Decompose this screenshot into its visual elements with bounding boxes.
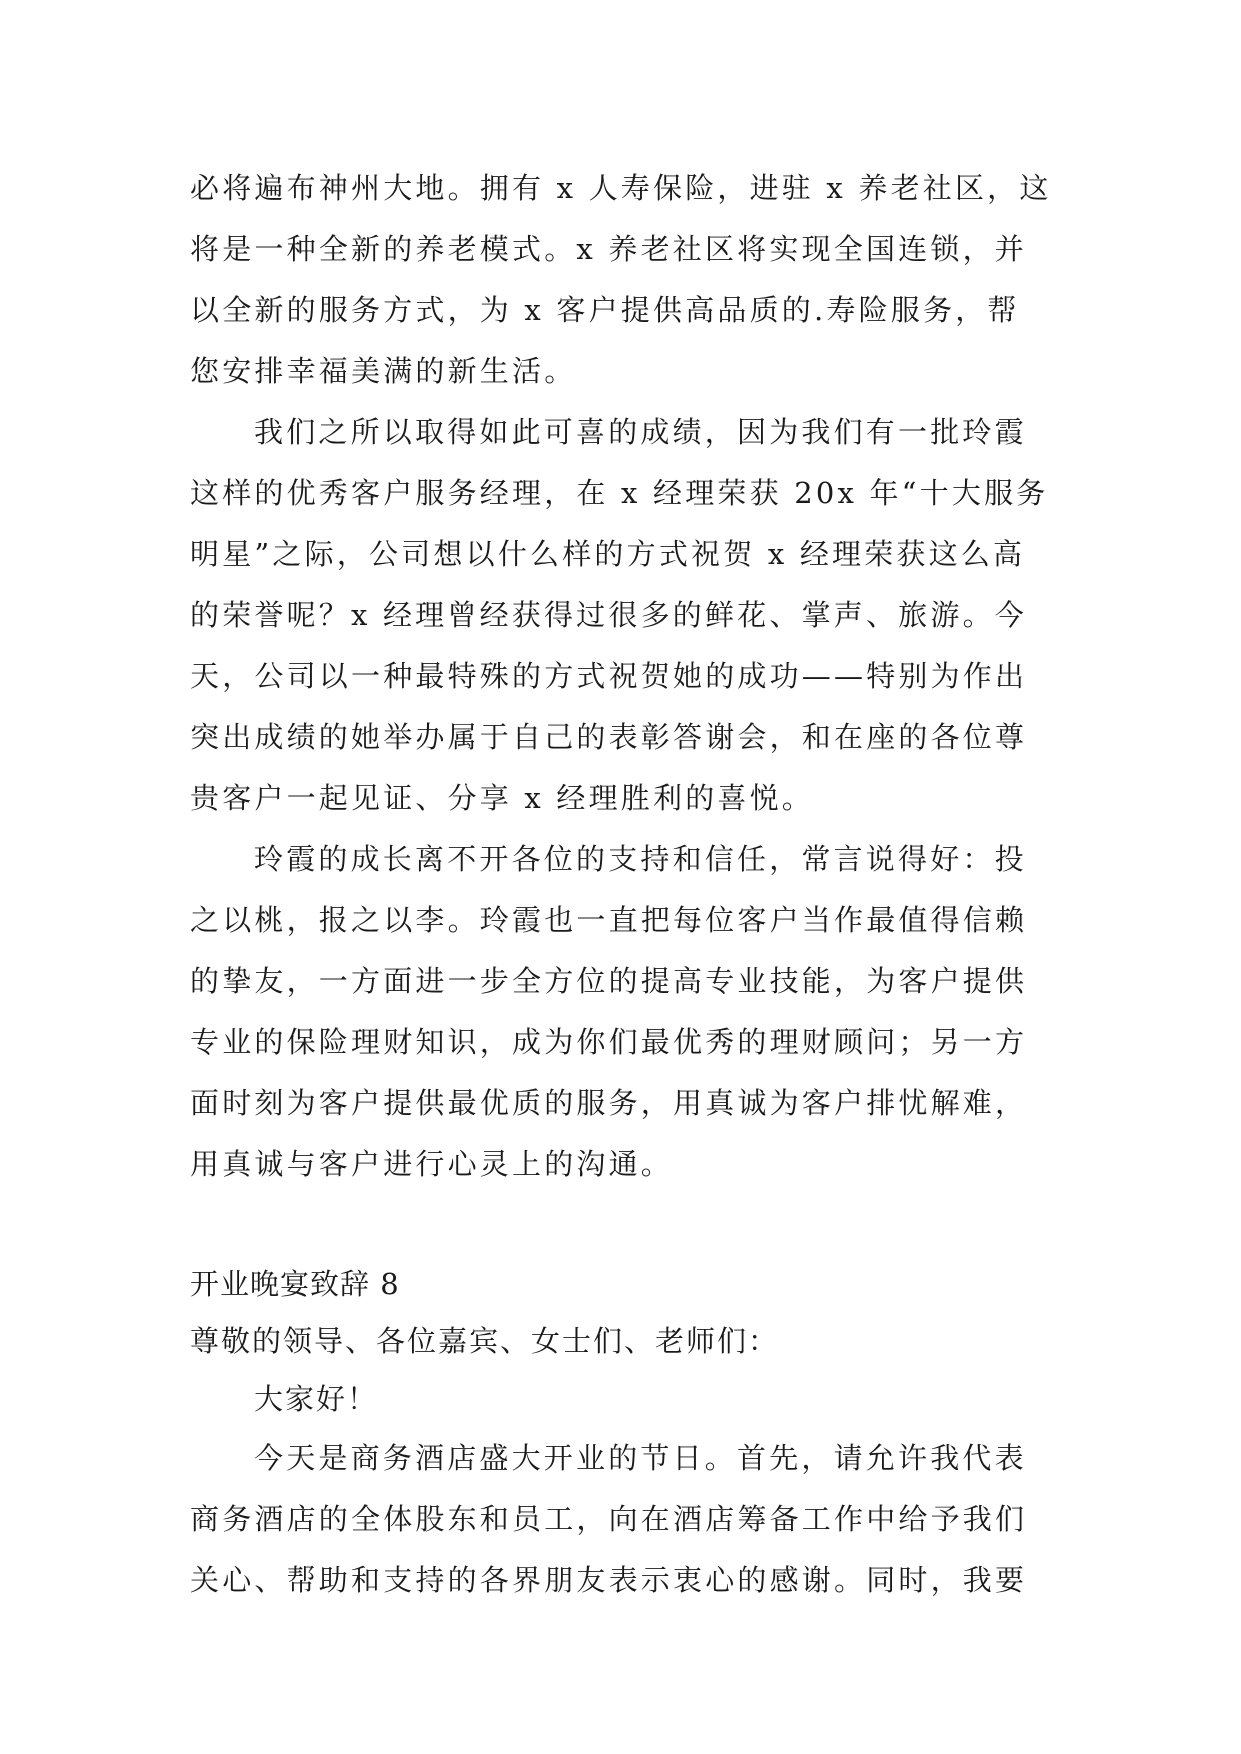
paragraph-line: 之以桃，报之以李。玲霞也一直把每位客户当作最值得信赖 [190,903,1028,937]
section-title: 开业晚宴致辞 8 [190,1267,400,1301]
paragraph-line: 突出成绩的她举办属于自己的表彰答谢会，和在座的各位尊 [190,720,1028,754]
paragraph-line: 的荣誉呢？x 经理曾经获得过很多的鲜花、掌声、旅游。今 [190,598,1027,632]
paragraph-line: 玲霞的成长离不开各位的支持和信任，常言说得好：投 [254,842,1027,876]
paragraph-line: 这样的优秀客户服务经理，在 x 经理荣获 20x 年“十大服务 [190,476,1049,510]
paragraph-line: 将是一种全新的养老模式。x 养老社区将实现全国连锁，并 [190,232,1027,266]
document-page [190,158,1060,1611]
paragraph-line: 专业的保险理财知识，成为你们最优秀的理财顾问；另一方 [190,1025,1028,1059]
salutation: 尊敬的领导、各位嘉宾、女士们、老师们： [190,1324,780,1358]
section-spacer [190,1195,1060,1256]
paragraph-4 [190,1428,1060,1611]
paragraph-line: 商务酒店的全体股东和员工，向在酒店筹备工作中给予我们 [190,1502,1028,1536]
paragraph-line: 用真诚与客户进行心灵上的沟通。 [190,1147,674,1181]
paragraph-line: 您安排幸福美满的新生活。 [190,354,577,388]
paragraph-1 [190,158,1060,402]
paragraph-line: 天，公司以一种最特殊的方式祝贺她的成功——特别为作出 [190,659,1028,693]
greeting: 大家好！ [254,1382,379,1416]
paragraph-line: 我们之所以取得如此可喜的成绩，因为我们有一批玲霞 [254,415,1027,449]
paragraph-2 [190,402,1060,829]
paragraph-line: 贵客户一起见证、分享 x 经理胜利的喜悦。 [190,781,814,815]
paragraph-line: 以全新的服务方式，为 x 客户提供高品质的.寿险服务，帮 [190,293,1020,327]
paragraph-3 [190,829,1060,1195]
paragraph-line: 明星”之际，公司想以什么样的方式祝贺 x 经理荣获这么高 [190,537,1026,571]
paragraph-line: 面时刻为客户提供最优质的服务，用真诚为客户排忧解难， [190,1086,1028,1120]
paragraph-line: 必将遍布神州大地。拥有 x 人寿保险，进驻 x 养老社区，这 [190,171,1052,205]
paragraph-line: 的挚友，一方面进一步全方位的提高专业技能，为客户提供 [190,964,1028,998]
paragraph-line: 今天是商务酒店盛大开业的节日。首先，请允许我代表 [254,1441,1027,1475]
paragraph-line: 关心、帮助和支持的各界朋友表示衷心的感谢。同时，我要 [190,1563,1028,1597]
